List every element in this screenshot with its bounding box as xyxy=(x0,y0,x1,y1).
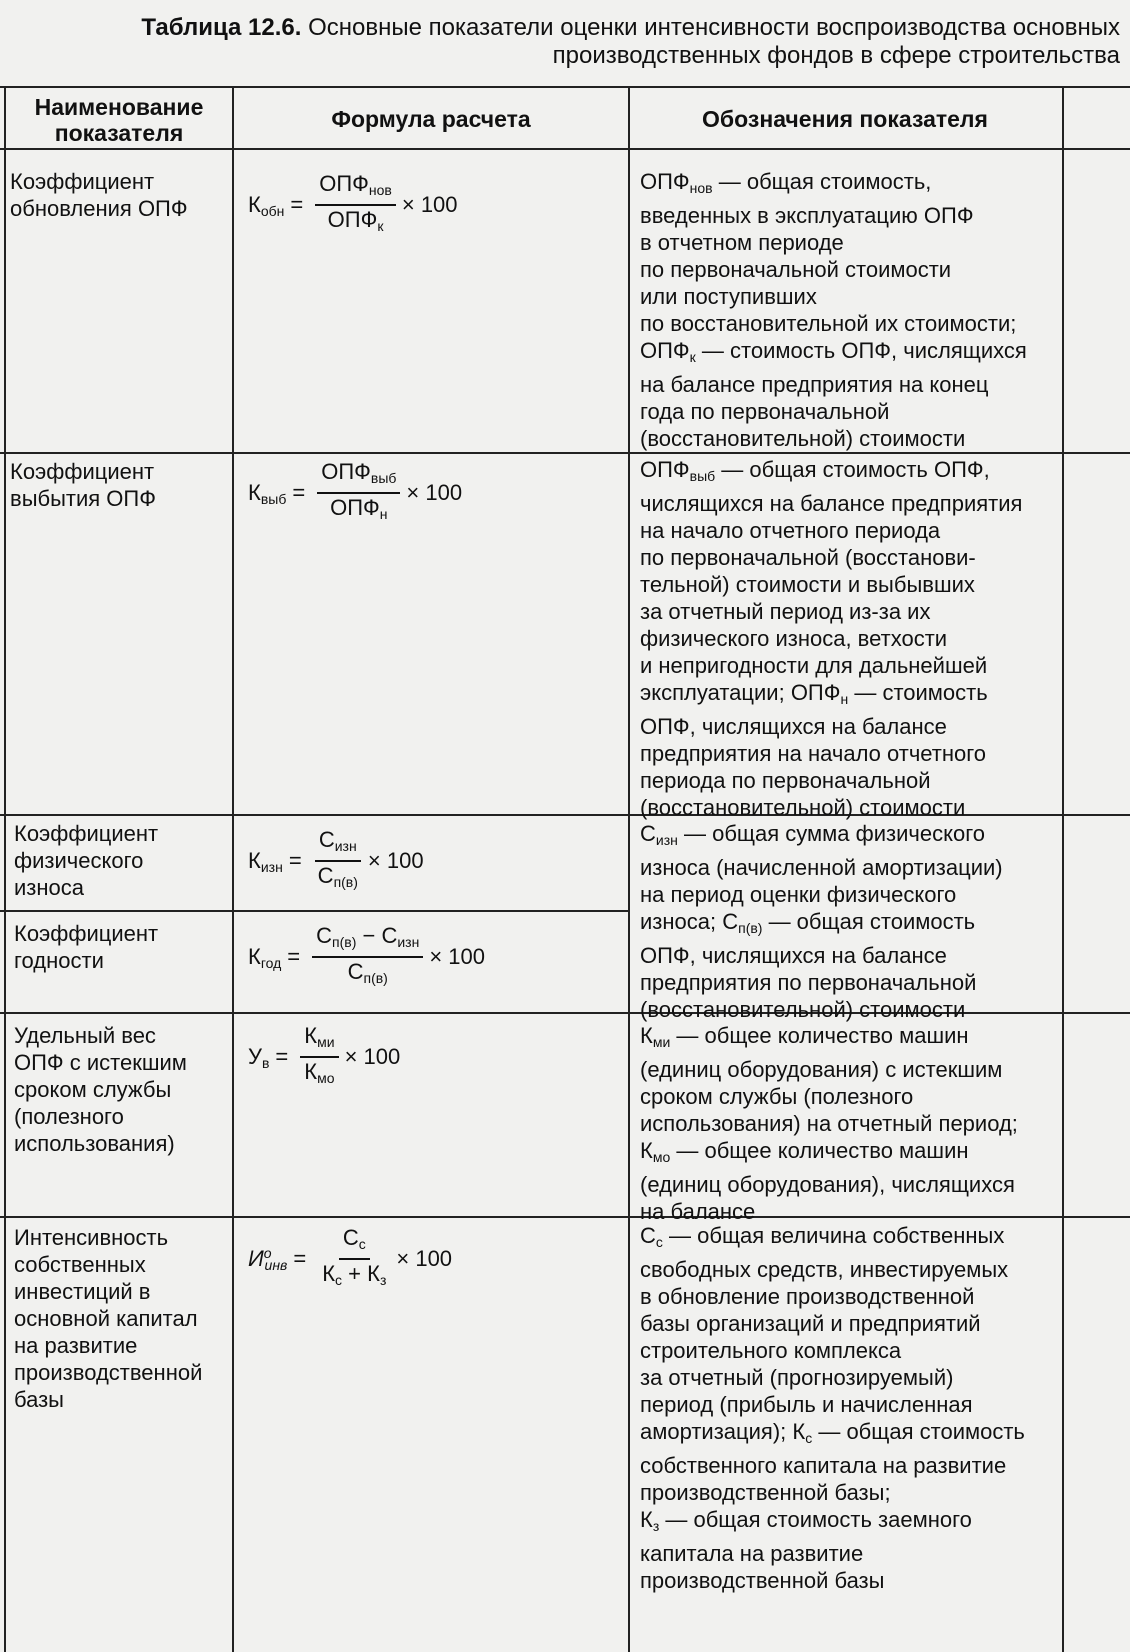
row1-name-line: Коэффициент xyxy=(10,169,155,194)
notation-line: физического износа, ветхости xyxy=(640,626,948,651)
header-name-line-1: Наименование xyxy=(34,94,204,120)
caption-line-1 xyxy=(60,14,1120,42)
symbol: ОПФ xyxy=(640,338,690,363)
notation-line: числящихся на балансе предприятия xyxy=(640,491,1023,516)
subscript: п(в) xyxy=(738,920,763,936)
symbol: К xyxy=(640,1023,653,1048)
row6-name-line: производственной xyxy=(14,1360,203,1385)
fraction-numerator xyxy=(315,172,396,206)
notation-line: в обновление производственной xyxy=(640,1284,975,1309)
row6-name-line: основной капитал xyxy=(14,1306,198,1331)
notation-line: производственной базы xyxy=(640,1568,885,1593)
symbol: С xyxy=(640,1223,656,1248)
notation-line: период (прибыль и начисленная xyxy=(640,1392,973,1417)
column-divider-2 xyxy=(628,86,630,1652)
fraction-numerator xyxy=(300,1024,338,1058)
row-divider-2 xyxy=(0,814,630,816)
numerator-subscript: ми xyxy=(317,1034,335,1050)
notation-line: по восстановительной их стоимости; xyxy=(640,311,1017,336)
denominator-subscript: мо xyxy=(317,1070,335,1086)
lhs-subscript: обн xyxy=(260,202,285,219)
fraction-denominator xyxy=(326,494,391,526)
notation-line: сроком службы (полезного xyxy=(640,1084,914,1109)
indicators-table xyxy=(0,86,1130,1652)
numerator-symbol: С xyxy=(316,923,333,948)
numerator-symbol: ОПФ xyxy=(319,171,369,196)
notation-line: на балансе предприятия на конец xyxy=(640,372,989,397)
row1-name-line: обновления ОПФ xyxy=(10,196,188,221)
numerator-symbol: ОПФ xyxy=(321,459,371,484)
row3-name-line: физического xyxy=(14,848,144,873)
row5-name-line: Удельный вес xyxy=(14,1023,156,1048)
notation-line: и непригодности для дальнейшей xyxy=(640,653,988,678)
row2-notation xyxy=(640,456,1060,821)
lhs-subscript: выб xyxy=(260,490,287,507)
minus-sign: − xyxy=(356,923,382,948)
subscript: н xyxy=(840,691,849,707)
denominator-subscript: п(в) xyxy=(363,970,388,986)
row2-fraction xyxy=(317,460,400,526)
fraction-numerator xyxy=(339,1226,370,1260)
fraction-numerator xyxy=(317,460,400,494)
notation-text: амортизация); К xyxy=(640,1419,806,1444)
notation-line: использования) на отчетный период; xyxy=(640,1111,1018,1136)
symbol: С xyxy=(640,821,656,846)
header-formula: Формула расчета xyxy=(331,106,531,132)
fraction-numerator xyxy=(312,924,423,958)
notation-text: — общая величина собственных xyxy=(662,1223,1005,1248)
denominator-subscript: к xyxy=(377,218,384,234)
row2-name xyxy=(10,458,230,512)
notation-text: — общая стоимость заемного xyxy=(659,1507,972,1532)
denominator-symbol: ОПФ xyxy=(330,495,380,520)
notation-line: собственного капитала на развитие xyxy=(640,1453,1007,1478)
notation-line: тельной) стоимости и выбывших xyxy=(640,572,975,597)
table-top-border xyxy=(0,86,1130,88)
notation-text: эксплуатации; ОПФ xyxy=(640,680,841,705)
multiplier: × 100 xyxy=(401,192,458,217)
notation-line: за отчетный (прогнозируемый) xyxy=(640,1365,954,1390)
row-divider-3 xyxy=(0,910,630,912)
lhs-subscript: в xyxy=(261,1054,270,1071)
numerator-subscript: изн xyxy=(334,838,357,854)
row3-4-notation xyxy=(640,820,1060,1023)
fraction-denominator xyxy=(324,206,388,238)
lhs-subscript: изн xyxy=(260,858,283,875)
denominator-subscript: с xyxy=(335,1272,343,1288)
multiplier: × 100 xyxy=(406,480,463,505)
notation-line: (восстановительной) стоимости xyxy=(640,795,966,820)
header-divider xyxy=(0,148,1130,150)
fraction-denominator xyxy=(300,1058,338,1090)
row4-name-line: годности xyxy=(14,948,104,973)
notation-line xyxy=(640,1506,1060,1540)
row6-fraction xyxy=(318,1226,390,1292)
notation-text: — общая стоимость xyxy=(762,909,976,934)
row3-formula xyxy=(248,828,424,894)
notation-line xyxy=(640,679,1060,713)
row2-formula xyxy=(248,460,462,526)
notation-line: по первоначальной (восстанови- xyxy=(640,545,976,570)
row5-fraction xyxy=(300,1024,338,1090)
notation-line xyxy=(640,1418,1060,1452)
notation-line: года по первоначальной xyxy=(640,399,890,424)
notation-line: или поступивших xyxy=(640,284,817,309)
multiplier: × 100 xyxy=(367,848,424,873)
fraction-denominator xyxy=(314,862,362,894)
row1-notation xyxy=(640,168,1060,452)
lhs-symbol: У xyxy=(248,1043,262,1069)
row5-notation xyxy=(640,1022,1060,1225)
caption-line-2: производственных фондов в сфере строительства xyxy=(552,42,1120,69)
row6-name-line: собственных xyxy=(14,1252,146,1277)
denominator-subscript: н xyxy=(379,506,388,522)
notation-line: за отчетный период из-за их xyxy=(640,599,931,624)
numerator-subscript: выб xyxy=(370,470,397,486)
row6-name-line: на развитие xyxy=(14,1333,138,1358)
row6-name-line: базы xyxy=(14,1387,64,1412)
notation-line: на балансе xyxy=(640,1199,756,1224)
lhs-symbol: И xyxy=(248,1246,264,1271)
subscript: с xyxy=(805,1430,813,1446)
row1-formula-lhs xyxy=(248,192,284,219)
symbol: К xyxy=(640,1138,653,1163)
notation-line: по первоначальной стоимости xyxy=(640,257,952,282)
notation-line xyxy=(640,1022,1060,1056)
row1-name xyxy=(10,168,230,222)
subscript: выб xyxy=(689,468,716,484)
row5-formula-lhs xyxy=(248,1044,269,1071)
notation-line xyxy=(640,1222,1060,1256)
subscript: нов xyxy=(689,180,713,196)
subscript: з xyxy=(652,1518,660,1534)
row5-name-line: (полезного xyxy=(14,1104,124,1129)
notation-text: — общая стоимость, xyxy=(712,169,932,194)
lhs-subscript: год xyxy=(260,954,282,971)
header-notation: Обозначения показателя xyxy=(702,106,988,132)
row6-name-line: инвестиций в xyxy=(14,1279,151,1304)
symbol: К xyxy=(640,1507,653,1532)
row5-name-line: сроком службы xyxy=(14,1077,172,1102)
row2-name-line: выбытия ОПФ xyxy=(10,486,156,511)
notation-line xyxy=(640,1137,1060,1171)
notation-line: капитала на развитие xyxy=(640,1541,864,1566)
notation-line: (восстановительной) стоимости xyxy=(640,426,966,451)
notation-line xyxy=(640,456,1060,490)
header-name xyxy=(6,94,232,146)
equals-sign: = xyxy=(287,944,301,969)
symbol: ОПФ xyxy=(640,457,690,482)
row3-formula-lhs xyxy=(248,848,283,875)
notation-line: строительного комплекса xyxy=(640,1338,902,1363)
row-divider-1 xyxy=(0,452,1130,454)
notation-text: — общее количество машин xyxy=(670,1023,969,1048)
lhs-superscript: о xyxy=(263,1245,272,1261)
numerator-symbol: С xyxy=(318,827,335,852)
caption-text-1: Основные показатели оценки интенсивности воспроизводства основных xyxy=(301,14,1120,41)
fraction-denominator xyxy=(344,958,392,990)
row6-name-line: Интенсивность xyxy=(14,1225,169,1250)
notation-line xyxy=(640,337,1060,371)
notation-line: базы организаций и предприятий xyxy=(640,1311,981,1336)
row1-fraction xyxy=(315,172,396,238)
notation-text: — общее количество машин xyxy=(670,1138,969,1163)
row6-formula xyxy=(248,1226,452,1292)
lhs-symbol: К xyxy=(248,479,261,505)
equals-sign: = xyxy=(288,848,302,873)
notation-line: свободных средств, инвестируемых xyxy=(640,1257,1009,1282)
notation-line: на период оценки физического xyxy=(640,882,957,907)
subscript: изн xyxy=(655,832,678,848)
subscript: мо xyxy=(652,1149,671,1165)
denominator-symbol: С xyxy=(317,863,334,888)
column-divider-1 xyxy=(232,86,234,1652)
notation-line: износа (начисленной амортизации) xyxy=(640,855,1003,880)
numerator-symbol: С xyxy=(342,1225,359,1250)
row4-formula-lhs xyxy=(248,944,281,971)
subscript: ми xyxy=(652,1034,671,1050)
denominator-symbol: К xyxy=(367,1261,380,1286)
notation-line: периода по первоначальной xyxy=(640,768,931,793)
plus-sign: + xyxy=(342,1261,368,1286)
lhs-symbol: К xyxy=(248,943,261,969)
multiplier: × 100 xyxy=(344,1044,401,1069)
row4-name xyxy=(14,920,230,974)
denominator-symbol: С xyxy=(347,959,364,984)
table-caption xyxy=(60,14,1120,70)
equals-sign: = xyxy=(275,1044,289,1069)
fraction-numerator xyxy=(315,828,361,862)
row4-fraction xyxy=(312,924,423,990)
notation-line: (единиц оборудования), числящихся xyxy=(640,1172,1015,1197)
numerator-symbol: С xyxy=(381,923,398,948)
row3-name xyxy=(14,820,230,901)
subscript: с xyxy=(655,1234,663,1250)
notation-line: (единиц оборудования) с истекшим xyxy=(640,1057,1003,1082)
notation-line xyxy=(640,168,1060,202)
table-right-border xyxy=(1062,86,1064,1652)
notation-line: предприятия по первоначальной xyxy=(640,970,977,995)
row1-formula xyxy=(248,172,458,238)
notation-text: — стоимость ОПФ, числящихся xyxy=(695,338,1027,363)
equals-sign: = xyxy=(292,480,306,505)
notation-text: — стоимость xyxy=(848,680,988,705)
equals-sign: = xyxy=(290,192,304,217)
notation-line: ОПФ, числящихся на балансе xyxy=(640,943,947,968)
row2-name-line: Коэффициент xyxy=(10,459,155,484)
notation-line: в отчетном периоде xyxy=(640,230,844,255)
notation-text: — общая сумма физического xyxy=(677,821,985,846)
denominator-subscript: п(в) xyxy=(333,874,358,890)
multiplier: × 100 xyxy=(396,1246,453,1271)
notation-text: — общая стоимость xyxy=(812,1419,1025,1444)
row6-formula-lhs xyxy=(248,1245,287,1273)
symbol: ОПФ xyxy=(640,169,690,194)
notation-line xyxy=(640,908,1060,942)
notation-line: на начало отчетного периода xyxy=(640,518,941,543)
row5-name-line: использования) xyxy=(14,1131,175,1156)
row6-notation xyxy=(640,1222,1060,1594)
denominator-symbol: ОПФ xyxy=(327,207,378,232)
equals-sign: = xyxy=(293,1246,307,1271)
notation-line: ОПФ, числящихся на балансе xyxy=(640,714,947,739)
row5-name-line: ОПФ с истекшим xyxy=(14,1050,187,1075)
denominator-symbol: К xyxy=(304,1059,318,1084)
numerator-subscript: п(в) xyxy=(332,934,357,950)
caption-label: Таблица 12.6. xyxy=(141,14,302,41)
row2-formula-lhs xyxy=(248,480,286,507)
header-name-line-2: показателя xyxy=(54,120,184,146)
row4-formula xyxy=(248,924,485,990)
numerator-subscript: нов xyxy=(368,182,392,198)
numerator-subscript: с xyxy=(358,1236,366,1252)
notation-line: (восстановительной) стоимости xyxy=(640,997,966,1022)
notation-line xyxy=(640,820,1060,854)
fraction-denominator xyxy=(318,1260,390,1292)
row3-name-line: износа xyxy=(14,875,84,900)
notation-line: введенных в эксплуатацию ОПФ xyxy=(640,203,974,228)
lhs-symbol: К xyxy=(248,191,261,217)
multiplier: × 100 xyxy=(429,944,485,969)
notation-text: износа; С xyxy=(640,909,739,934)
row3-fraction xyxy=(314,828,362,894)
numerator-subscript: изн xyxy=(397,934,420,950)
numerator-symbol: К xyxy=(304,1023,318,1048)
denominator-subscript: з xyxy=(379,1272,387,1288)
table-left-border xyxy=(4,86,6,1652)
subscript: к xyxy=(689,349,696,365)
row5-formula xyxy=(248,1024,400,1090)
notation-line: производственной базы; xyxy=(640,1480,891,1505)
row5-name xyxy=(14,1022,230,1157)
row3-name-line: Коэффициент xyxy=(14,821,159,846)
row6-name xyxy=(14,1224,230,1413)
row4-name-line: Коэффициент xyxy=(14,921,159,946)
notation-text: — общая стоимость ОПФ, xyxy=(715,457,990,482)
notation-line: предприятия на начало отчетного xyxy=(640,741,987,766)
lhs-subscript: инв xyxy=(264,1257,288,1273)
lhs-symbol: К xyxy=(248,847,261,873)
denominator-symbol: К xyxy=(322,1261,336,1286)
